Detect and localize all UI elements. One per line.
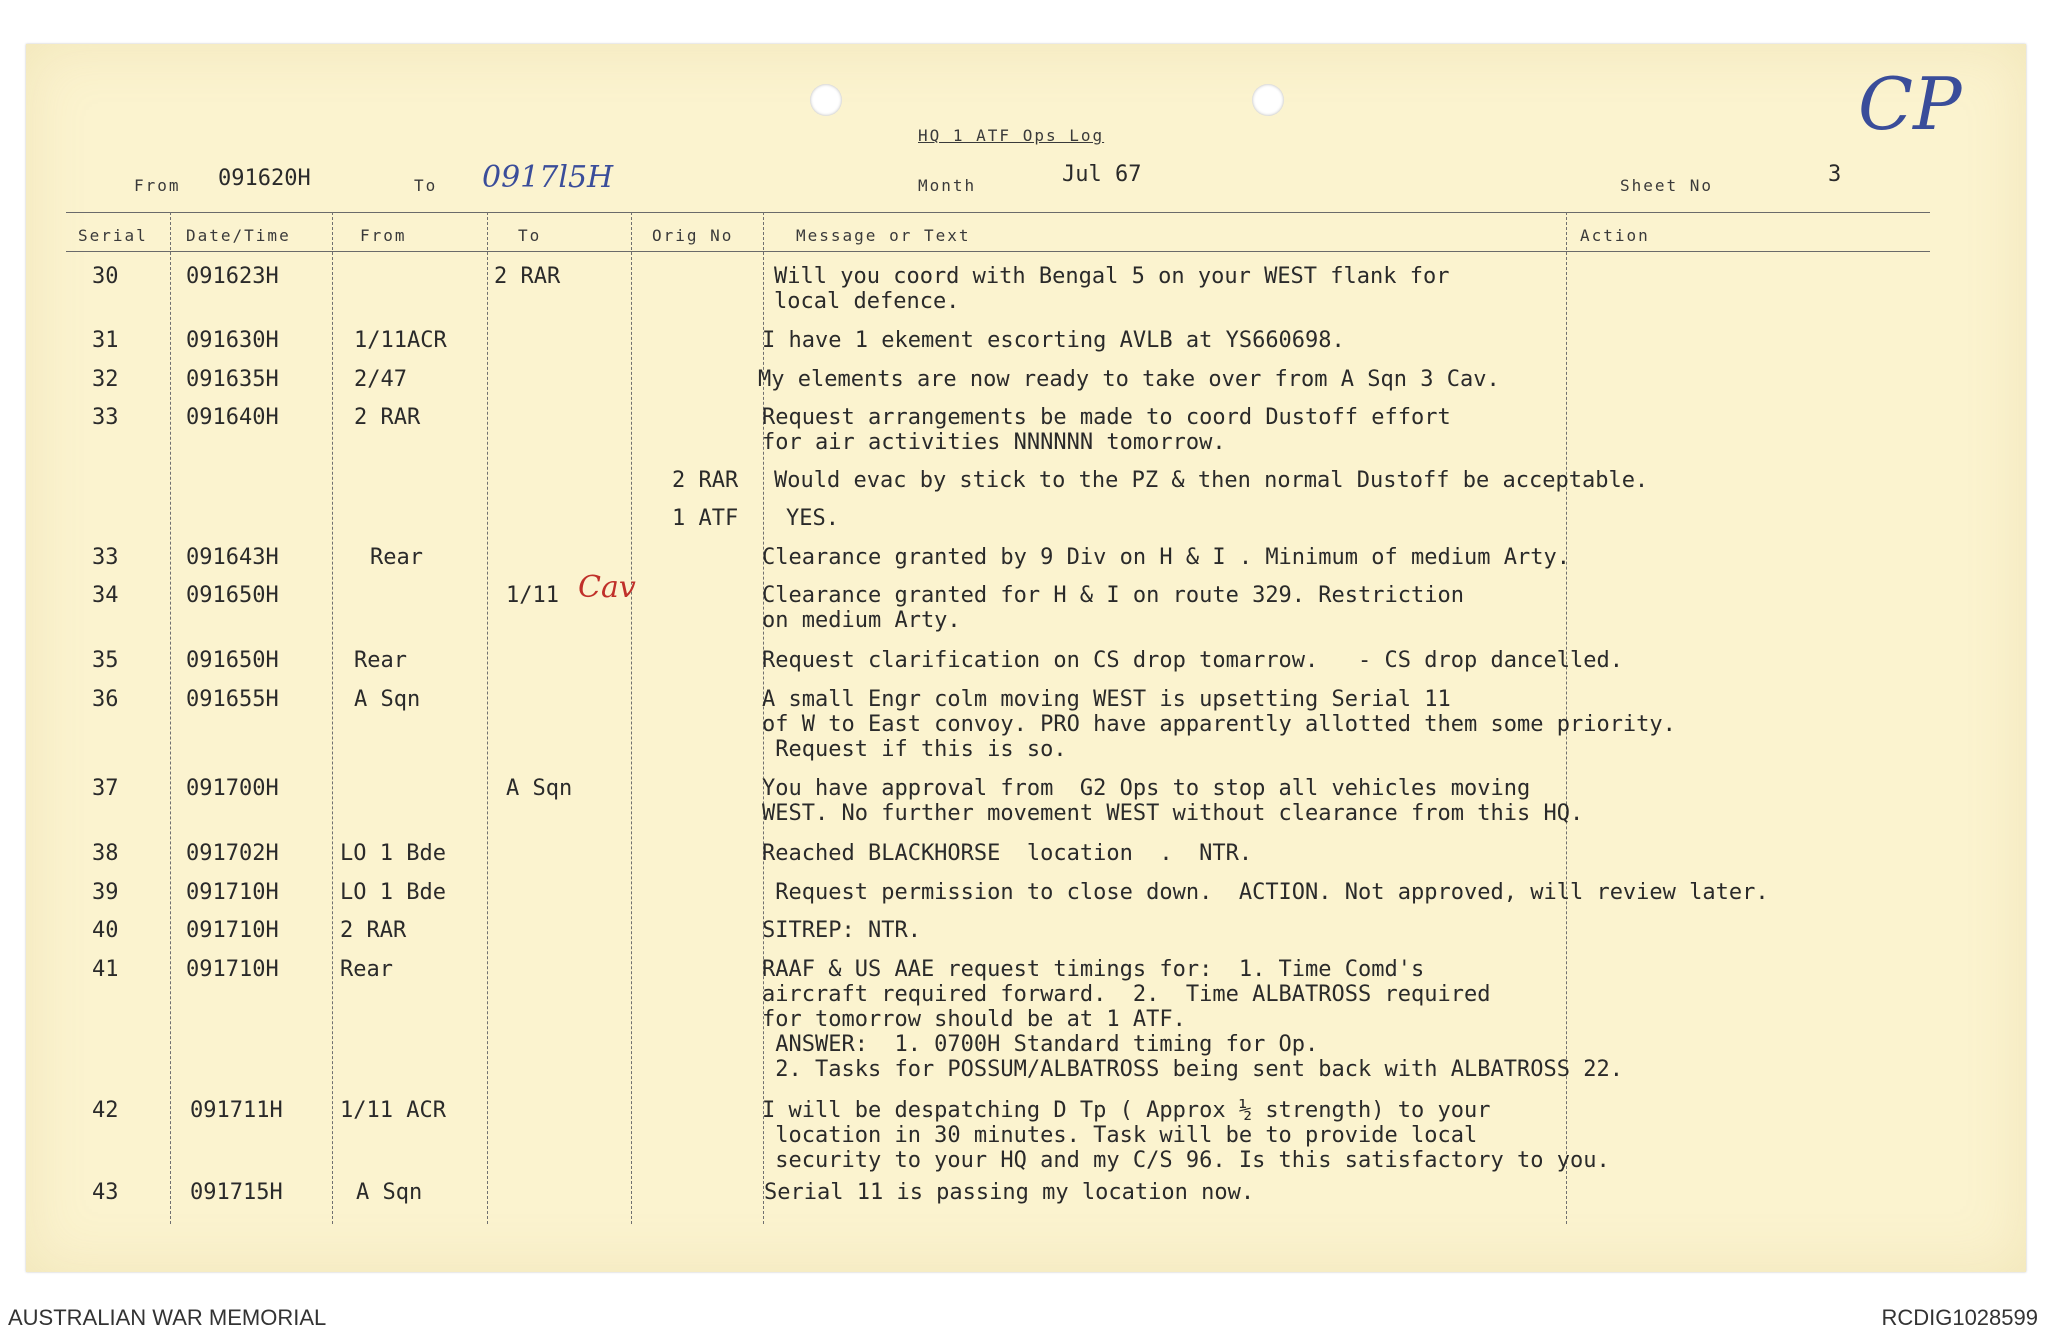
to-cell: 2 RAR (494, 264, 561, 289)
from-label: From (134, 176, 181, 195)
datetime-cell: 091643H (186, 545, 279, 570)
message-cell: You have approval from G2 Ops to stop all vehicles moving WEST. No further movement WEST without clearance from this HQ. (762, 776, 1584, 826)
message-cell: YES. (786, 506, 839, 531)
orig-no-cell: 2 RAR (672, 468, 739, 493)
message-cell: RAAF & US AAE request timings for: 1. Time Comd's aircraft required forward. 2. Time ALBATROSS required for tomorrow should be at 1 ATF. ANSWER: 1. 0700H Standard timing for Op. 2. Tasks for POSSUM/ALBATROSS being sent back with ALBATROSS 22. (762, 957, 1623, 1082)
from-cell: 1/11ACR (354, 328, 447, 353)
log-title: HQ 1 ATF Ops Log (918, 126, 1105, 145)
datetime-cell: 091655H (186, 687, 279, 712)
serial-cell: 40 (92, 918, 119, 943)
message-cell: Will you coord with Bengal 5 on your WEST flank for local defence. (774, 264, 1450, 314)
datetime-cell: 091623H (186, 264, 279, 289)
column-separator (170, 212, 171, 1224)
month-value: Jul 67 (1062, 162, 1142, 187)
corner-mark-handwritten: CP (1858, 62, 1962, 146)
handwritten-correction: Cav (578, 570, 636, 605)
column-header-message: Message or Text (796, 226, 971, 245)
serial-cell: 34 (92, 583, 119, 608)
punch-hole (1252, 84, 1284, 116)
from-cell: 2 RAR (354, 405, 421, 430)
message-cell: Reached BLACKHORSE location . NTR. (762, 841, 1253, 866)
datetime-cell: 091650H (186, 648, 279, 673)
from-cell: LO 1 Bde (340, 880, 446, 905)
from-cell: Rear (340, 957, 393, 982)
message-cell: Request arrangements be made to coord Dustoff effort for air activities NNNNNN tomorrow. (762, 405, 1451, 455)
serial-cell: 30 (92, 264, 119, 289)
from-cell: Rear (354, 648, 407, 673)
serial-cell: 33 (92, 545, 119, 570)
column-header-to: To (518, 226, 542, 245)
message-cell: I have 1 ekement escorting AVLB at YS660698. (762, 328, 1345, 353)
message-cell: A small Engr colm moving WEST is upsetting Serial 11 of W to East convoy. PRO have apparently allotted them some priority. Request if this is so. (762, 687, 1676, 762)
from-value: 091620H (218, 166, 311, 191)
archive-credit: AUSTRALIAN WAR MEMORIAL (8, 1305, 327, 1330)
sheet-label: Sheet No (1620, 176, 1714, 195)
serial-cell: 33 (92, 405, 119, 430)
column-header-datetime: Date/Time (186, 226, 291, 245)
serial-cell: 32 (92, 367, 119, 392)
serial-cell: 36 (92, 687, 119, 712)
from-cell: A Sqn (354, 687, 421, 712)
datetime-cell: 091640H (186, 405, 279, 430)
table-top-rule (66, 212, 1930, 213)
from-cell: Rear (370, 545, 423, 570)
message-cell: I will be despatching D Tp ( Approx ½ strength) to your location in 30 minutes. Task will be to provide local security to your HQ and my C/S 96. Is this satisfactory to you. (762, 1098, 1610, 1173)
datetime-cell: 091710H (186, 918, 279, 943)
message-cell: Would evac by stick to the PZ & then normal Dustoff be acceptable. (774, 468, 1649, 493)
datetime-cell: 091711H (190, 1098, 283, 1123)
to-cell: 1/11 (506, 583, 559, 608)
datetime-cell: 091630H (186, 328, 279, 353)
serial-cell: 43 (92, 1180, 119, 1205)
to-value-handwritten: 0917l5H (482, 160, 614, 195)
from-cell: 2 RAR (340, 918, 407, 943)
orig-no-cell: 1 ATF (672, 506, 739, 531)
column-header-orig-no: Orig No (652, 226, 734, 245)
sheet-value: 3 (1828, 162, 1842, 187)
from-cell: LO 1 Bde (340, 841, 446, 866)
serial-cell: 42 (92, 1098, 119, 1123)
punch-hole (810, 84, 842, 116)
datetime-cell: 091710H (186, 957, 279, 982)
serial-cell: 39 (92, 880, 119, 905)
message-cell: Clearance granted by 9 Div on H & I . Minimum of medium Arty. (762, 545, 1570, 570)
serial-cell: 37 (92, 776, 119, 801)
message-cell: Serial 11 is passing my location now. (764, 1180, 1255, 1205)
column-header-action: Action (1580, 226, 1650, 245)
archive-reference: RCDIG1028599 (1881, 1305, 2038, 1330)
serial-cell: 38 (92, 841, 119, 866)
header-bottom-rule (66, 251, 1930, 252)
serial-cell: 31 (92, 328, 119, 353)
from-cell: 2/47 (354, 367, 407, 392)
column-separator (487, 212, 488, 1224)
from-cell: 1/11 ACR (340, 1098, 446, 1123)
month-label: Month (918, 176, 977, 195)
column-separator (332, 212, 333, 1224)
column-header-from: From (360, 226, 407, 245)
datetime-cell: 091710H (186, 880, 279, 905)
column-header-serial: Serial (78, 226, 148, 245)
message-cell: SITREP: NTR. (762, 918, 921, 943)
message-cell: Clearance granted for H & I on route 329. Restriction on medium Arty. (762, 583, 1464, 633)
datetime-cell: 091700H (186, 776, 279, 801)
from-cell: A Sqn (356, 1180, 423, 1205)
message-cell: My elements are now ready to take over from A Sqn 3 Cav. (758, 367, 1500, 392)
message-cell: Request permission to close down. ACTION. Not approved, will review later. (762, 880, 1769, 905)
message-cell: Request clarification on CS drop tomarrow. - CS drop dancelled. (762, 648, 1623, 673)
to-label: To (414, 176, 438, 195)
to-cell: A Sqn (506, 776, 573, 801)
column-separator (631, 212, 632, 1224)
datetime-cell: 091715H (190, 1180, 283, 1205)
datetime-cell: 091650H (186, 583, 279, 608)
datetime-cell: 091702H (186, 841, 279, 866)
serial-cell: 41 (92, 957, 119, 982)
serial-cell: 35 (92, 648, 119, 673)
datetime-cell: 091635H (186, 367, 279, 392)
